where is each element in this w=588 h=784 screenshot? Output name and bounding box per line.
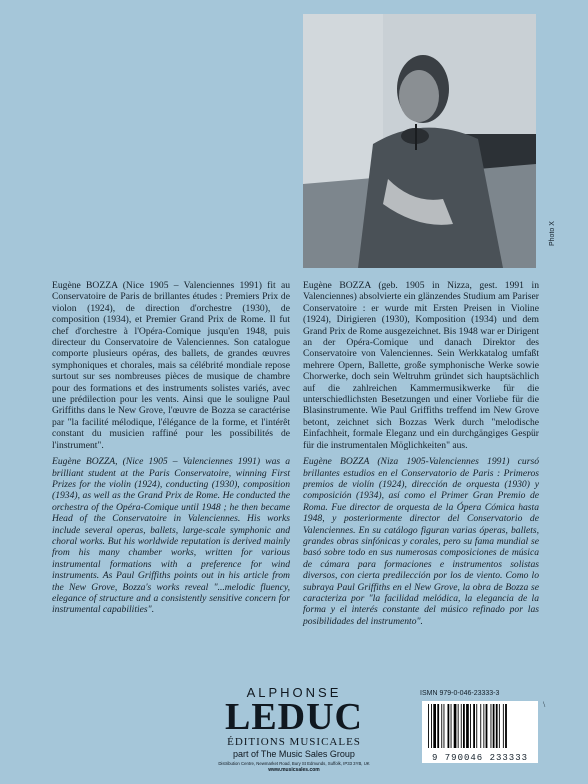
composer-photo [303, 14, 536, 268]
biography-english: Eugène BOZZA, (Nice 1905 – Valenciennes 1991) was a brilliant student at the Paris Conservatoire, winning First Prizes for the violin (1924), conducting (1930), composition (1934), as well as the Grand Prix de Rome. He conducted the orchestra of the Opéra-Comique until 1948 ; he then became Head of the Conservatoire in Valenciennes. His works include several operas, ballets, large-scale symphonic and choral works. But his worldwide reputation is derived mainly from his many chamber works, written for various instrumental formations with a preference for wind instruments. As Paul Griffiths points out in his article from the New Grove, Bozza's works reveal "...melodic fluency, elegance of structure and a consistently sensitive concern for instrumental capabilities". [52, 456, 290, 616]
corner-mark: \ [543, 700, 546, 709]
publisher-name-top: ALPHONSE [246, 685, 342, 700]
publisher-name: LEDUC [224, 696, 364, 738]
distribution-address: Distribution Centre, Newmarket Road, Bury St Edmunds, Suffolk, IP33 3YB, UK [218, 761, 370, 766]
text-column-right [303, 280, 539, 632]
barcode-bars [422, 701, 538, 753]
biography-spanish: Eugène BOZZA (Niza 1905-Valenciennes 1991) cursó brillantes estudios en el Conservatorio de Paris : Primeros premios de violín (1924), dirección de orquesta (1930) y composición (1934), así como el Primer Gran Premio de Roma. Fue director de orquesta de la Ópera Cómica hasta 1948, y posteriormente director del Conservatorio de Valenciennes. En su catálogo figuran varias óperas, ballets, grandes obras sinfónicas y corales, pero su fama mundial se basó sobre todo en sus numerosas composiciones de música de cámara para formaciones e instrumentos solistas diversos, con cierta predilección por los de viento. Como lo subraya Paul Griffiths en el New Grove, la obra de Bozza se caracteriza por "la facilidad melódica, la elegancia de la forma y el interés constante del músico refinado por las posibilidades del instrumento". [303, 456, 539, 627]
publisher-subtitle: ÉDITIONS MUSICALES [227, 736, 361, 748]
ismn-label: ISMN 979-0-046-23333-3 [420, 690, 500, 697]
publisher-url: www.musicsales.com [268, 767, 320, 773]
text-column-left [52, 280, 290, 621]
publisher-group: part of The Music Sales Group [233, 749, 355, 759]
barcode-number: 9 790046 233333 [422, 753, 538, 763]
barcode [422, 701, 538, 763]
publisher-logo [202, 685, 386, 773]
biography-french: Eugène BOZZA (Nice 1905 – Valenciennes 1991) fit au Conservatoire de Paris de brillantes études : Premiers Prix de violon (1924), de direction d'orchestre (1930), de composition (1934), et Premier Grand Prix de Rome. Il fut chef d'orchestre à l'Opéra-Comique jusqu'en 1948, puis directeur du Conservatoire de Valenciennes. Son catalogue comporte plusieurs opéras, des ballets, de grandes œuvres symphoniques et chorales, mais sa célébrité mondiale repose surtout sur ses nombreuses pièces de musique de chambre pour des formations et des instruments solistes variés, avec une prédilection pour les vents. Ainsi que le souligne Paul Griffiths dans le New Grove, l'œuvre de Bozza se caractérise par "la facilité mélodique, l'élégance de la forme, et l'intérêt constant du musicien raffiné pour les possibilités de l'instrument". [52, 280, 290, 451]
biography-german: Eugène BOZZA (geb. 1905 in Nizza, gest. 1991 in Valenciennes) absolvierte ein glänzendes Studium am Pariser Conservatoire : er wurde mit Ersten Preisen in Violine (1924), Dirigieren (1930), Komposition (1934) und dem Grand Prix de Rome ausgezeichnet. Bis 1948 war er Dirigent an der Opéra-Comique und danach Direktor des Conservatoire von Valenciennes. Sein Werkkatalog umfaßt mehrere Opern, Ballette, große symphonische Werke sowie Chorwerke, doch sein Weltruhm gründet sich hauptsächlich auf die zahlreichen Kammermusikwerke für die unterschiedlichsten Besetzungen und einer Vorliebe für die Blasinstrumente. Wie Paul Griffiths treffend im New Grove betont, zeichnet sich Bozzas Werk durch "melodische Einfachheit, formale Eleganz und ein durchgängiges Gespür für die instrumentalen Möglichkeiten" aus. [303, 280, 539, 451]
photo-credit: Photo X [549, 221, 556, 246]
